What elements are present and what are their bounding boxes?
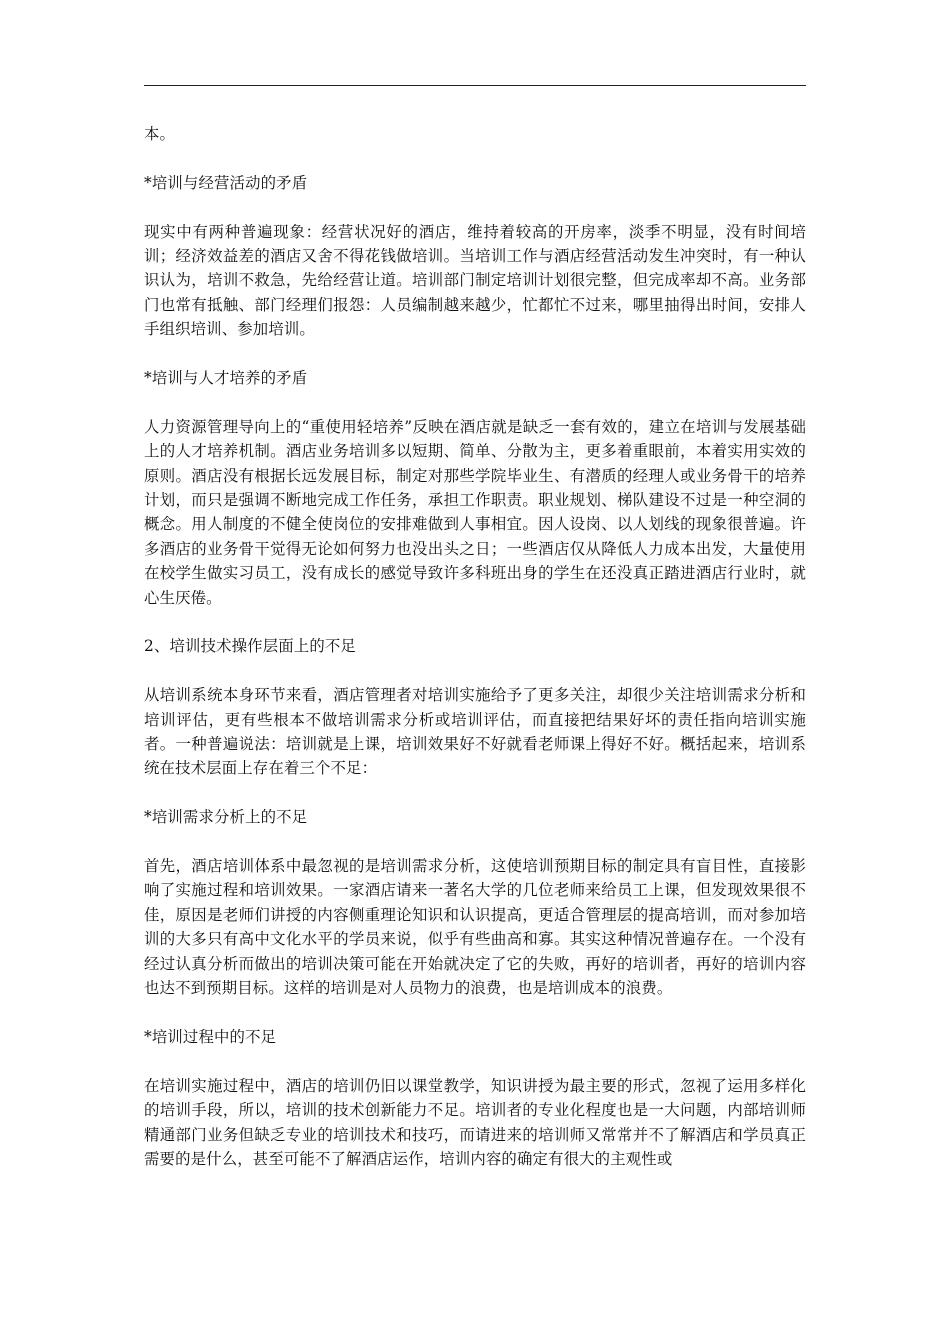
header-rule — [144, 85, 806, 86]
section-heading-training-process: *培训过程中的不足 — [144, 1027, 277, 1046]
section-heading-needs-analysis: *培训需求分析上的不足 — [144, 808, 308, 827]
paragraph-talent-conflict: 人力资源管理导向上的“重使用轻培养”反映在酒店就是缺乏一套有效的，建立在培训与发展基础上的人才培养机制。酒店业务培训多以短期、简单、分散为主，更多着重眼前，本着实用实效的原则。酒店没有根据长远发展目标，制定对那些学院毕业生、有潜质的经理人或业务骨干的培养计划，而只是强调不断地完成工作任务，承担工作职责。职业规划、梯队建设不过是一种空洞的概念。用人制度的不健全使岗位的安排难做到人事相宜。因人设岗、以人划线的现象很普遍。许多酒店的业务骨干觉得无论如何努力也没出头之日；一些酒店仅从降低人力成本出发，大量使用在校学生做实习员工，没有成长的感觉导致许多科班出身的学生在还没真正踏进酒店行业时，就心生厌倦。 — [144, 417, 806, 607]
section-heading-technical-shortcomings: 2、培训技术操作层面上的不足 — [144, 637, 356, 656]
paragraph-continuation: 本。 — [144, 125, 176, 143]
paragraph-operations-conflict: 现实中有两种普遍现象：经营状况好的酒店，维持着较高的开房率，淡季不明显，没有时间培训；经济效益差的酒店又舍不得花钱做培训。当培训工作与酒店经营活动发生冲突时，有一种认识认为，培训不救急，先给经营让道。培训部门制定培训计划很完整，但完成率却不高。业务部门也常有抵触、部门经理们报怨：人员编制越来越少，忙都忙不过来，哪里抽得出时间，安排人手组织培训、参加培训。 — [144, 222, 806, 339]
section-heading-talent-conflict: *培训与人才培养的矛盾 — [144, 369, 308, 388]
section-heading-operations-conflict: *培训与经营活动的矛盾 — [144, 173, 308, 192]
paragraph-technical-shortcomings: 从培训系统本身环节来看，酒店管理者对培训实施给予了更多关注，却很少关注培训需求分析和培训评估，更有些根本不做培训需求分析或培训评估，而直接把结果好坏的责任指向培训实施者。一种普遍说法：培训就是上课，培训效果好不好就看老师课上得好不好。概括起来，培训系统在技术层面上存在着三个不足： — [144, 686, 806, 778]
paragraph-training-process: 在培训实施过程中，酒店的培训仍旧以课堂教学，知识讲授为最主要的形式，忽视了运用多样化的培训手段，所以，培训的技术创新能力不足。培训者的专业化程度也是一大问题，内部培训师精通部门业务但缺乏专业的培训技术和技巧，而请进来的培训师又常常并不了解酒店和学员真正需要的是什么，甚至可能不了解酒店运作，培训内容的确定有很大的主观性或 — [144, 1076, 806, 1168]
document-body — [144, 122, 806, 1196]
paragraph-needs-analysis: 首先，酒店培训体系中最忽视的是培训需求分析，这使培训预期目标的制定具有盲目性，直接影响了实施过程和培训效果。一家酒店请来一著名大学的几位老师来给员工上课，但发现效果很不佳，原因是老师们讲授的内容侧重理论知识和认识提高，更适合管理层的提高培训，而对参加培训的大多只有高中文化水平的学员来说，似乎有些曲高和寡。其实这种情况普遍存在。一个没有经过认真分析而做出的培训决策可能在开始就决定了它的失败，再好的培训者，再好的培训内容也达不到预期目标。这样的培训是对人员物力的浪费，也是培训成本的浪费。 — [144, 857, 806, 998]
